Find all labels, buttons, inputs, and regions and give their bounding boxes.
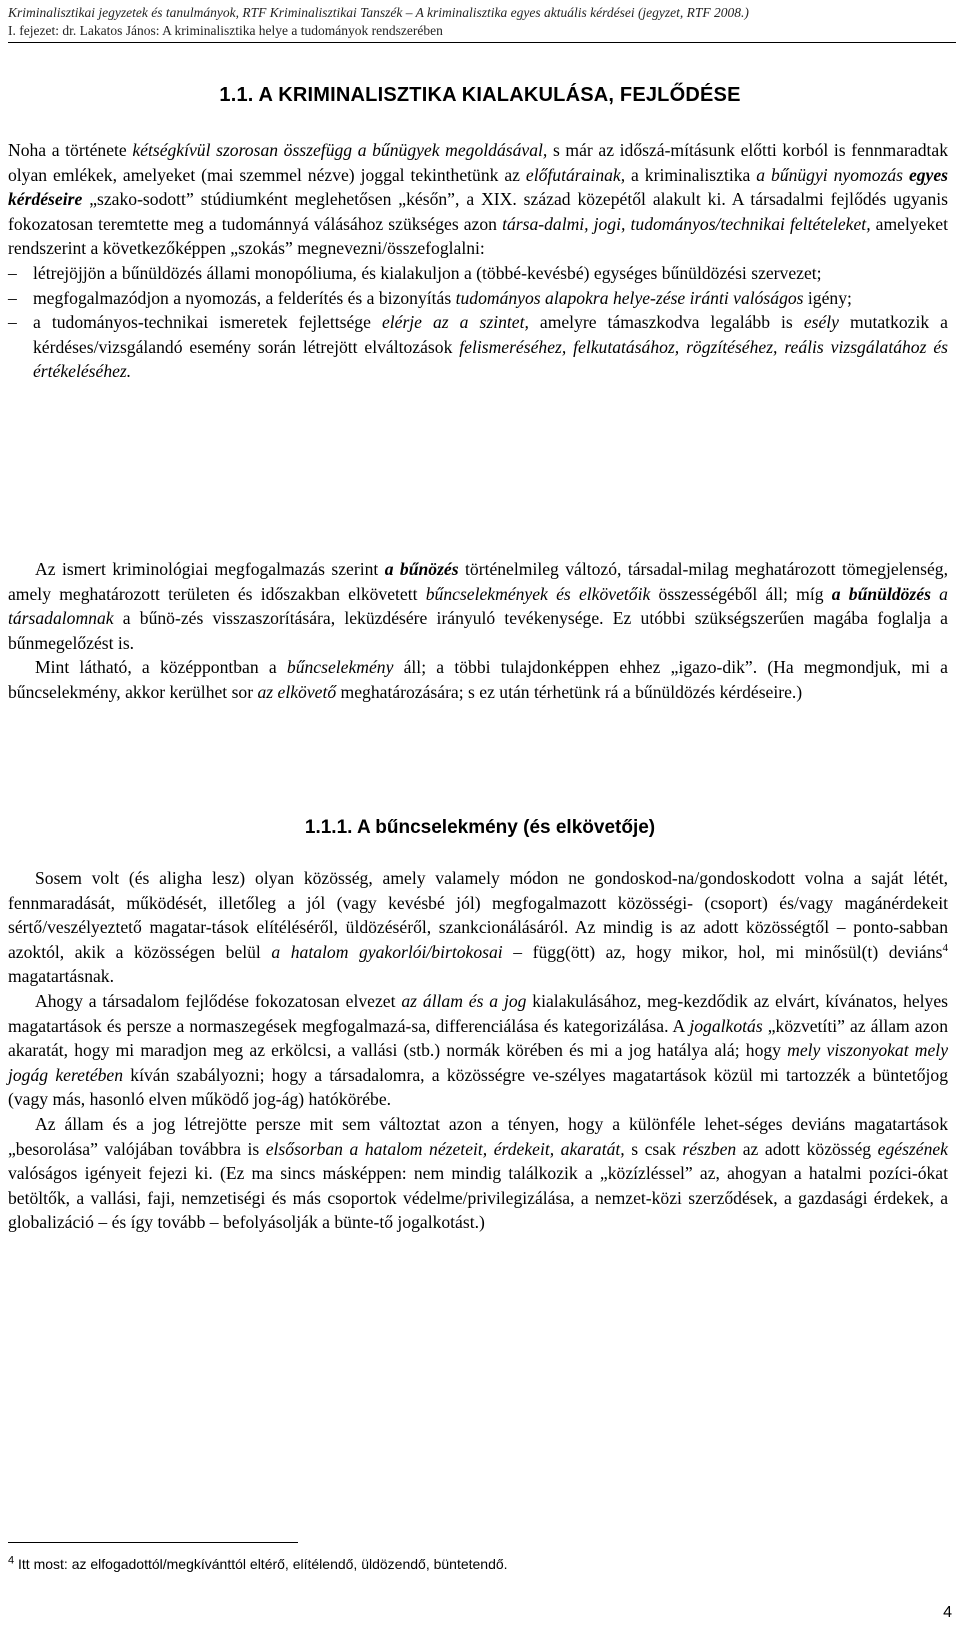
text-span: Sosem volt (és aligha lesz) olyan közösség, amely valamely módon ne gondoskod-na/gondoskodott volna a saját létét, fennmaradását, működését, illetőleg a jól (vagy kevésbé jól) megfogalmazott közösségi- (csoport) és/vagy magánérdekeit sértő/veszélyeztető magatar-tások elítéléséről, üldözéséről, szankcionálásáról. Az mindig is az adott közösségtől – ponto-sabban azoktól, akik a közösségen belül [8, 868, 948, 962]
italic-span: bűncselekmény [286, 657, 394, 678]
text-span: Mint látható, a középpontban a [35, 657, 287, 678]
dash-bullet: – [8, 287, 17, 308]
text-span: s csak [624, 1138, 683, 1159]
header-line-2: I. fejezet: dr. Lakatos János: A kriminalisztika helye a tudományok rendszerében [8, 23, 443, 38]
text-span: kíván szabályozni; hogy a társadalomra, a közösségre ve-szélyes magatartások közül mi tartozzék a büntetőjog (vagy más, hasonló elven működő jog-ág) hatókörébe. [8, 1064, 948, 1110]
text-span: igény; [803, 287, 852, 308]
text-span: történelmileg változó, társadal-milag meghatározott tömegjelenség, amely meghatározott területen és időszakban elkövetett [8, 559, 948, 604]
paragraph-2 [8, 557, 948, 705]
italic-span: bűncselekmények és elkövetőik [425, 583, 651, 604]
text-span: megfogalmazódjon a nyomozás, a felderítés és a bizonyítás [33, 287, 456, 308]
text-span: Ahogy a társadalom fejlődése fokozatosan elvezet [35, 990, 402, 1011]
italic-span: az állam és a jog [401, 990, 527, 1011]
text-span: a kriminalisztika [625, 164, 757, 185]
footnote-mark: 4 [8, 1554, 15, 1567]
running-header [8, 4, 956, 40]
text-span: Noha a története [8, 140, 133, 160]
bold-italic-span: a bűnüldözés [831, 583, 931, 604]
text-span: valóságos igényeit fejezi ki. (Ez ma sincs másképpen: nem mindig találkozik a „közízléssel” az, ahogyan a hatalmi pozíci-ókat betöltők, a vallási, faji, nemzetiségi és más csoportok védelme/privilegizálása, a nemzet-közi szerződések, a gazdasági érdekek, a globalizáció – és így tovább – befolyásolják a bünte-tő jogalkotást.) [8, 1163, 948, 1233]
text-span: Az ismert kriminológiai megfogalmazás szerint [35, 559, 385, 579]
text-span: az adott közösség [736, 1138, 878, 1159]
italic-span: jogalkotás [689, 1015, 763, 1036]
italic-span: felismeréséhez, felkutatásához, rögzítéséhez, reális vizsgálatához és értékeléséhez. [33, 336, 948, 382]
list-item-text: létrejöjjön a bűnüldözés állami monopóliuma, és kialakuljon a (többé-kevésbé) egységes bűnüldözési szervezet; [33, 262, 822, 283]
paragraph-1 [8, 138, 948, 384]
footnote-rule [8, 1542, 298, 1543]
footnote [8, 1555, 948, 1573]
page-number: 4 [943, 1604, 952, 1621]
bold-italic-span: a bűnözés [384, 559, 459, 579]
text-span: „közvetíti” az állam azon akaratát, hogy mi maradjon meg az erkölcsi, a vallási (stb.) normák körében és mi a jog hatálya alá; hogy [8, 1015, 948, 1061]
list-item [8, 261, 948, 286]
text-span: – függ(ött) az, hogy mikor, hol, mi minősül(t) deviáns [502, 941, 943, 962]
dash-bullet: – [8, 262, 17, 283]
text-span: mutatkozik a kérdéses/vizsgálandó esemény során létrejött elváltozások [33, 312, 948, 357]
header-rule [8, 42, 956, 43]
text-span: meghatározására; s ez után térhetünk rá a bűnüldözés kérdéseire.) [336, 681, 803, 702]
dash-bullet: – [8, 312, 17, 333]
italic-span: a társadalomnak [8, 583, 948, 629]
list-item [8, 286, 948, 311]
text-span: amelyre támaszkodva legalább is [528, 312, 804, 333]
subsection-title: 1.1.1. A bűncselekmény (és elkövetője) [304, 817, 656, 838]
text-span: kialakulásához, meg-kezdődik az elvárt, kívánatos, helyes magatartások és persze a normaszegések megfogalmazá-sa, differenciálása és kategorizálása. A [8, 990, 949, 1036]
text-span: s már az időszá-mításunk előtti korból is fennmaradtak olyan emlékek, amelyeket (mai szemmel nézve) joggal tekinthetünk az [8, 140, 948, 185]
paragraph-4 [8, 866, 948, 1235]
italic-span: esély [803, 312, 839, 333]
section-title: 1.1. A KRIMINALISZTIKA KIALAKULÁSA, FEJLŐDÉSE [219, 84, 741, 106]
italic-span: mely viszonyokat mely jogág keretében [8, 1040, 948, 1085]
italic-span: tudományos alapokra helye-zése iránti valóságos [455, 287, 804, 308]
text-span: összességéből áll; míg [650, 583, 832, 604]
italic-span: a bűnügyi nyomozás [756, 164, 909, 185]
text-span: a bűnö-zés visszaszorítására, leküzdésére irányuló tevékenysége. Ez utóbbi szükségszerűen magába foglalja a bűnmegelőzést is. [8, 608, 948, 653]
footnote-text: Itt most: az elfogadottól/megkívánttól eltérő, elítélendő, üldözendő, büntetendő. [14, 1556, 508, 1572]
requirements-list [8, 261, 948, 384]
bold-italic-span: egyes kérdéseire [8, 164, 949, 210]
italic-span: részben [682, 1138, 737, 1159]
footnote-reference[interactable]: 4 [942, 941, 948, 954]
text-span: a tudományos-technikai ismeretek fejlettsége [33, 312, 382, 333]
list-item [8, 310, 948, 384]
italic-span: az elkövető [257, 681, 337, 702]
text-span: „szako-sodott” stúdiumként meglehetősen „későn”, a XIX. század közepétől alakult ki. A társadalmi fejlődés ugyanis fokozatosan teremtette meg a tudománnyá válásához szükséges azon [8, 189, 948, 234]
header-line-1: Kriminalisztikai jegyzetek és tanulmányok, RTF Kriminalisztikai Tanszék – A kriminalisztika egyes aktuális kérdései (jegyzet, RTF 2008.) [8, 5, 749, 20]
text-span: áll; a többi tulajdonképpen ehhez „igazo-dik”. (Ha megmondjuk, mi a bűncselekmény, akkor kerülhet sor [8, 657, 948, 702]
italic-span: elérje az a szintet, [381, 312, 529, 333]
text-span: amelyeket rendszerint a következőképpen „szokás” megnevezni/összefoglalni: [8, 213, 948, 259]
text-span: magatartásnak. [8, 966, 115, 987]
italic-span: kétségkívül szorosan összefügg a bűnügyek megoldásával, [132, 140, 548, 160]
text-span: Az állam és a jog létrejötte persze mit sem változtat azon a tényen, hogy a különféle lehet-séges deviáns magatartások „besorolása” valójában továbbra is [8, 1113, 948, 1159]
italic-span: egészének [877, 1138, 948, 1159]
italic-span: a hatalom gyakorlói/birtokosai [271, 941, 503, 962]
italic-span: elsősorban a hatalom nézeteit, érdekeit, akaratát, [265, 1138, 625, 1159]
italic-span: előfutárainak, [525, 164, 626, 185]
italic-span: társa-dalmi, jogi, tudományos/technikai feltételeket, [502, 213, 871, 234]
